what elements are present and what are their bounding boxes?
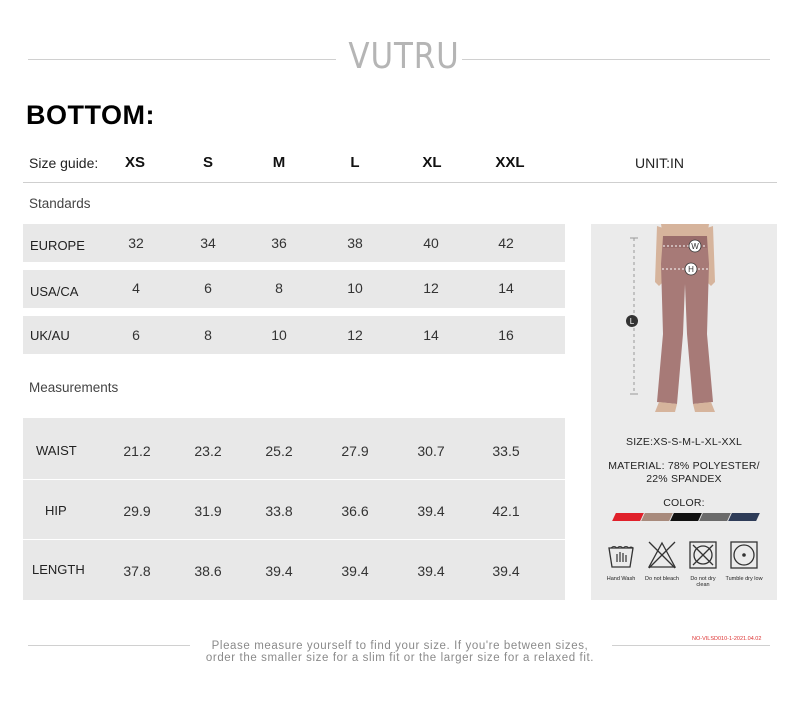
color-swatch <box>728 513 760 521</box>
table-cell: 30.7 <box>417 443 445 459</box>
size-header-l: L <box>350 154 360 171</box>
table-cell: 10 <box>347 280 363 296</box>
table-cell: 39.4 <box>417 563 445 579</box>
care-label-tumble-dry-low: Tumble dry low <box>725 576 763 582</box>
care-label-do-not-dry-clean: Do not dry clean <box>690 576 716 588</box>
footer-rule-right <box>612 645 770 646</box>
table-cell: 38 <box>347 235 363 251</box>
material-line-1: MATERIAL: 78% POLYESTER/ <box>608 460 760 472</box>
care-label-do-not-bleach: Do not bleach <box>645 576 679 582</box>
row-label-length: LENGTH <box>32 562 85 577</box>
do-not-bleach-icon <box>647 540 677 570</box>
size-header-xl: XL <box>422 154 442 171</box>
table-cell: 12 <box>423 280 439 296</box>
row-label-uk-au: UK/AU <box>30 328 70 343</box>
row-label-usa-ca: USA/CA <box>30 284 79 299</box>
waist-marker-label: W <box>691 242 699 251</box>
do-not-dry-clean-icon <box>688 540 718 570</box>
footer-rule-left <box>28 645 190 646</box>
color-label: COLOR: <box>663 497 705 509</box>
color-swatch <box>699 513 731 521</box>
header-rule-left <box>28 59 336 60</box>
table-cell: 14 <box>423 327 439 343</box>
size-guide-label: Size guide: <box>29 155 99 171</box>
table-cell: 10 <box>271 327 287 343</box>
table-cell: 33.8 <box>265 503 293 519</box>
table-cell: 37.8 <box>123 563 151 579</box>
table-cell: 31.9 <box>194 503 222 519</box>
color-swatch <box>641 513 673 521</box>
table-cell: 33.5 <box>492 443 520 459</box>
sizing-footnote <box>190 640 610 664</box>
table-cell: 14 <box>498 280 514 296</box>
row-label-hip: HIP <box>45 503 67 518</box>
row-divider <box>23 479 565 480</box>
table-cell: 42.1 <box>492 503 520 519</box>
table-cell: 25.2 <box>265 443 293 459</box>
care-label-hand-wash: Hand Wash <box>606 576 636 582</box>
size-header-xxl: XXL <box>495 154 525 171</box>
table-cell: 39.4 <box>341 563 369 579</box>
table-cell: 36.6 <box>341 503 369 519</box>
hip-marker-label: H <box>688 265 694 274</box>
footnote-line-1: Please measure yourself to find your size. If you're between sizes, <box>211 640 589 652</box>
table-cell: 8 <box>275 280 283 296</box>
tumble-dry-low-icon <box>729 540 759 570</box>
size-header-m: M <box>272 154 286 171</box>
table-cell: 38.6 <box>194 563 222 579</box>
row-divider <box>23 539 565 540</box>
material-line-2: 22% SPANDEX <box>646 473 722 485</box>
table-cell: 29.9 <box>123 503 151 519</box>
table-cell: 12 <box>347 327 363 343</box>
table-cell: 6 <box>132 327 140 343</box>
hand-wash-icon <box>606 540 636 570</box>
table-cell: 8 <box>204 327 212 343</box>
table-cell: 34 <box>200 235 216 251</box>
table-cell: 42 <box>498 235 514 251</box>
model-illustration <box>591 224 777 430</box>
measurements-heading: Measurements <box>29 380 119 395</box>
table-cell: 32 <box>128 235 144 251</box>
table-cell: 21.2 <box>123 443 151 459</box>
color-swatch <box>612 513 644 521</box>
row-label-europe: EUROPE <box>30 238 85 253</box>
header-rule-right <box>462 59 770 60</box>
row-label-waist: WAIST <box>36 443 77 458</box>
footnote-line-2: order the smaller size for a slim fit or the larger size for a relaxed fit. <box>205 652 595 664</box>
size-range: SIZE:XS-S-M-L-XL-XXL <box>625 436 743 448</box>
document-code: NO-VILSD010-1-2021.04.02 <box>692 636 762 642</box>
brand-logo: VUTRU <box>348 36 460 77</box>
standards-heading: Standards <box>29 196 91 211</box>
color-swatch <box>670 513 702 521</box>
length-marker-label: L <box>629 317 635 326</box>
table-cell: 23.2 <box>194 443 222 459</box>
table-cell: 39.4 <box>492 563 520 579</box>
page-title: BOTTOM: <box>26 100 155 130</box>
table-cell: 27.9 <box>341 443 369 459</box>
table-cell: 39.4 <box>265 563 293 579</box>
size-header-xs: XS <box>124 154 145 171</box>
table-cell: 4 <box>132 280 140 296</box>
header-divider <box>23 182 777 183</box>
size-header-s: S <box>202 154 213 171</box>
table-cell: 36 <box>271 235 287 251</box>
table-cell: 6 <box>204 280 212 296</box>
unit-label: UNIT:IN <box>635 155 684 171</box>
table-cell: 16 <box>498 327 514 343</box>
table-cell: 40 <box>423 235 439 251</box>
table-cell: 39.4 <box>417 503 445 519</box>
